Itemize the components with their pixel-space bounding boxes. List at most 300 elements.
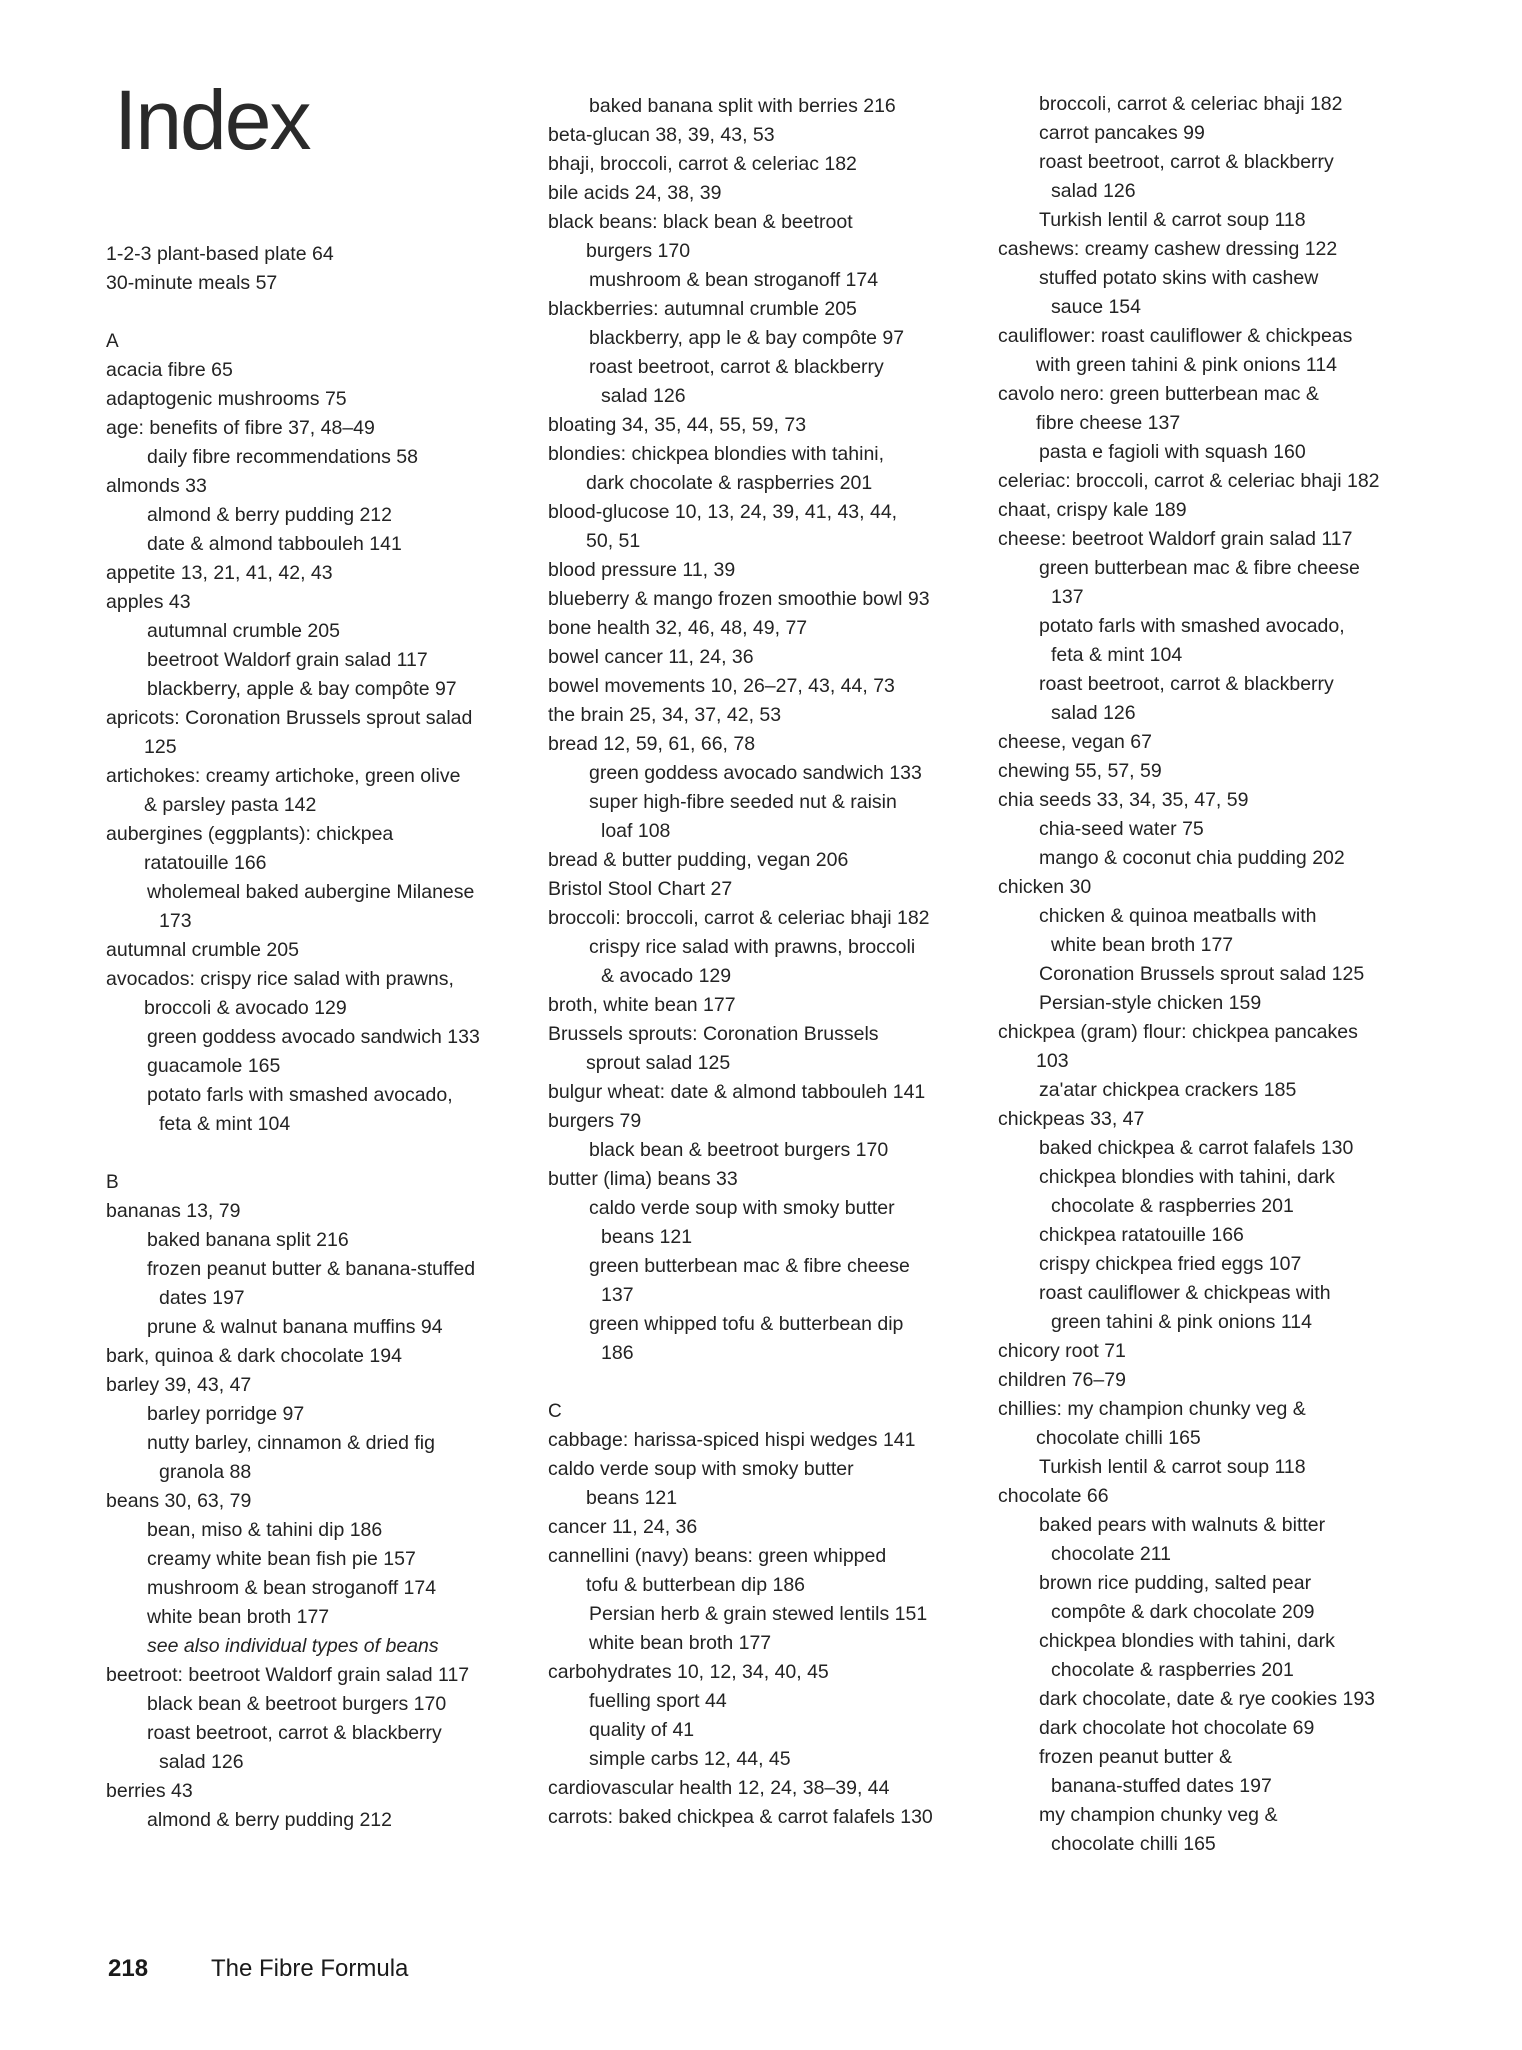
index-entry (998, 525, 1438, 554)
entry-line: sauce 154 (1051, 296, 1141, 318)
page-number: 218 (108, 1955, 149, 1982)
entry-line: autumnal crumble 205 (147, 620, 340, 642)
entry-line: caldo verde soup with smoky butter (548, 1458, 854, 1480)
index-subentry (548, 1252, 988, 1310)
index-subentry (548, 1600, 988, 1629)
index-subentry (998, 148, 1438, 206)
entry-line: beans 121 (601, 1226, 693, 1248)
entry-line: white bean broth 177 (147, 1606, 330, 1628)
index-entry (106, 762, 546, 820)
entry-line: baked pears with walnuts & bitter (1039, 1514, 1326, 1536)
index-subentry (998, 90, 1438, 119)
entry-line: green goddess avocado sandwich 133 (589, 762, 922, 784)
index-entry (106, 269, 546, 298)
entry-line: blood-glucose 10, 13, 24, 39, 41, 43, 44, (548, 501, 898, 523)
index-entry (106, 1197, 546, 1226)
entry-line: baked chickpea & carrot falafels 130 (1039, 1137, 1354, 1159)
entry-line: cavolo nero: green butterbean mac & (998, 383, 1319, 405)
index-subentry (998, 1743, 1438, 1801)
index-column-middle (548, 92, 988, 1832)
index-subentry (548, 92, 988, 121)
entry-line: daily fibre recommendations 58 (147, 446, 418, 468)
index-entry (548, 846, 988, 875)
index-entry (998, 496, 1438, 525)
index-subentry (998, 1801, 1438, 1859)
index-entry (998, 786, 1438, 815)
entry-line: salad 126 (1051, 702, 1136, 724)
index-subentry (548, 1136, 988, 1165)
index-subentry (106, 1806, 546, 1835)
entry-line: 173 (159, 910, 192, 932)
entry-line: chocolate 211 (1051, 1543, 1171, 1565)
index-entry (548, 411, 988, 440)
index-subentry (998, 206, 1438, 235)
index-entry (106, 1661, 546, 1690)
entry-line: with green tahini & pink onions 114 (1036, 354, 1338, 376)
index-entry (998, 757, 1438, 786)
entry-line: age: benefits of fibre 37, 48–49 (106, 417, 375, 439)
entry-line: carbohydrates 10, 12, 34, 40, 45 (548, 1661, 829, 1683)
entry-line: chickpea ratatouille 166 (1039, 1224, 1244, 1246)
index-entry (106, 1487, 546, 1516)
index-entry (106, 472, 546, 501)
entry-line: beetroot: beetroot Waldorf grain salad 117 (106, 1664, 470, 1686)
index-subentry (548, 1629, 988, 1658)
entry-line: guacamole 165 (147, 1055, 281, 1077)
index-entry (548, 1078, 988, 1107)
entry-line: chaat, crispy kale 189 (998, 499, 1187, 521)
entry-line: salad 126 (1051, 180, 1136, 202)
entry-line: tofu & butterbean dip 186 (586, 1574, 806, 1596)
index-subentry (548, 266, 988, 295)
index-entry (548, 295, 988, 324)
entry-line: chocolate & raspberries 201 (1051, 1659, 1294, 1681)
index-entry (548, 208, 988, 266)
entry-line: black beans: black bean & beetroot (548, 211, 853, 233)
index-subentry (998, 554, 1438, 612)
index-subentry (548, 788, 988, 846)
entry-line: Turkish lentil & carrot soup 118 (1039, 209, 1306, 231)
entry-line: salad 126 (159, 1751, 244, 1773)
entry-line: salad 126 (601, 385, 686, 407)
entry-line: almond & berry pudding 212 (147, 504, 392, 526)
entry-line: 103 (1036, 1050, 1069, 1072)
entry-line: chickpea blondies with tahini, dark (1039, 1630, 1335, 1652)
index-subentry (548, 1687, 988, 1716)
entry-line: beetroot Waldorf grain salad 117 (147, 649, 428, 671)
entry-line: 30-minute meals 57 (106, 272, 278, 294)
index-entry (548, 614, 988, 643)
index-subentry (998, 902, 1438, 960)
entry-line: roast cauliflower & chickpeas with (1039, 1282, 1331, 1304)
index-column-right (998, 90, 1438, 1859)
index-entry (998, 322, 1438, 380)
index-entry (106, 936, 546, 965)
index-entry (548, 730, 988, 759)
entry-line: white bean broth 177 (589, 1632, 772, 1654)
entry-line: baked banana split with berries 216 (589, 95, 896, 117)
index-entry (998, 873, 1438, 902)
entry-line: bowel movements 10, 26–27, 43, 44, 73 (548, 675, 895, 697)
index-entry (548, 150, 988, 179)
index-subentry (998, 1221, 1438, 1250)
index-subentry (106, 501, 546, 530)
index-subentry (106, 1632, 546, 1661)
entry-line: cabbage: harissa-spiced hispi wedges 141 (548, 1429, 916, 1451)
index-subentry (106, 1255, 546, 1313)
entry-line: cheese, vegan 67 (998, 731, 1152, 753)
entry-line: Turkish lentil & carrot soup 118 (1039, 1456, 1306, 1478)
entry-line: ratatouille 166 (144, 852, 267, 874)
entry-line: barley porridge 97 (147, 1403, 305, 1425)
entry-line: apples 43 (106, 591, 191, 613)
entry-line: bowel cancer 11, 24, 36 (548, 646, 754, 668)
entry-line: caldo verde soup with smoky butter (589, 1197, 895, 1219)
entry-line: the brain 25, 34, 37, 42, 53 (548, 704, 782, 726)
index-entry (548, 904, 988, 933)
index-subentry (998, 1076, 1438, 1105)
section-letter (106, 1168, 546, 1197)
entry-line: chocolate chilli 165 (1036, 1427, 1201, 1449)
entry-line: baked banana split 216 (147, 1229, 349, 1251)
entry-line: cardiovascular health 12, 24, 38–39, 44 (548, 1777, 890, 1799)
index-subentry (106, 1603, 546, 1632)
index-subentry (548, 353, 988, 411)
entry-line: roast beetroot, carrot & blackberry (147, 1722, 442, 1744)
entry-line: green butterbean mac & fibre cheese (589, 1255, 910, 1277)
entry-line: black bean & beetroot burgers 170 (589, 1139, 889, 1161)
entry-line: blood pressure 11, 39 (548, 559, 736, 581)
index-subentry (548, 1745, 988, 1774)
section-letter (106, 327, 546, 356)
entry-line: green goddess avocado sandwich 133 (147, 1026, 480, 1048)
entry-line: blackberry, app le & bay compôte 97 (589, 327, 905, 349)
index-entry (548, 875, 988, 904)
index-entry (998, 235, 1438, 264)
entry-line: dates 197 (159, 1287, 245, 1309)
entry-line: nutty barley, cinnamon & dried fig (147, 1432, 435, 1454)
entry-line: green whipped tofu & butterbean dip (589, 1313, 904, 1335)
entry-line: chicory root 71 (998, 1340, 1126, 1362)
index-entry (548, 1542, 988, 1600)
entry-line: aubergines (eggplants): chickpea (106, 823, 394, 845)
entry-line: roast beetroot, carrot & blackberry (1039, 151, 1334, 173)
entry-line: blondies: chickpea blondies with tahini, (548, 443, 885, 465)
index-subentry (106, 646, 546, 675)
index-entry (106, 1371, 546, 1400)
entry-line: cashews: creamy cashew dressing 122 (998, 238, 1338, 260)
entry-line: dark chocolate, date & rye cookies 193 (1039, 1688, 1376, 1710)
index-entry (548, 1426, 988, 1455)
entry-line: chocolate chilli 165 (1051, 1833, 1216, 1855)
entry-line: frozen peanut butter & (1039, 1746, 1232, 1768)
entry-line: bhaji, broccoli, carrot & celeriac 182 (548, 153, 857, 175)
entry-line: bile acids 24, 38, 39 (548, 182, 722, 204)
entry-line: broth, white bean 177 (548, 994, 736, 1016)
entry-line: see also individual types of beans (147, 1635, 439, 1657)
index-subentry (106, 1052, 546, 1081)
entry-line: Brussels sprouts: Coronation Brussels (548, 1023, 879, 1045)
index-entry (998, 1395, 1438, 1453)
index-subentry (106, 1545, 546, 1574)
index-subentry (998, 960, 1438, 989)
entry-line: sprout salad 125 (586, 1052, 731, 1074)
entry-line: broccoli: broccoli, carrot & celeriac bhaji 182 (548, 907, 930, 929)
page-title: Index (114, 73, 310, 167)
index-subentry (106, 1690, 546, 1719)
entry-line: crispy rice salad with prawns, broccoli (589, 936, 916, 958)
index-subentry (998, 1685, 1438, 1714)
entry-line: potato farls with smashed avocado, (147, 1084, 453, 1106)
index-subentry (998, 1163, 1438, 1221)
entry-line: bloating 34, 35, 44, 55, 59, 73 (548, 414, 807, 436)
index-subentry (106, 1313, 546, 1342)
index-entry (998, 467, 1438, 496)
index-subentry (106, 1081, 546, 1139)
index-subentry (106, 1429, 546, 1487)
entry-line: fibre cheese 137 (1036, 412, 1181, 434)
index-entry (998, 728, 1438, 757)
index-entry (548, 991, 988, 1020)
entry-line: acacia fibre 65 (106, 359, 233, 381)
entry-line: broccoli, carrot & celeriac bhaji 182 (1039, 93, 1343, 115)
entry-line: black bean & beetroot burgers 170 (147, 1693, 447, 1715)
index-entry (106, 820, 546, 878)
entry-line: & parsley pasta 142 (144, 794, 317, 816)
entry-line: berries 43 (106, 1780, 193, 1802)
entry-line: beta-glucan 38, 39, 43, 53 (548, 124, 775, 146)
entry-line: chia-seed water 75 (1039, 818, 1204, 840)
index-entry (548, 643, 988, 672)
index-subentry (998, 1453, 1438, 1482)
entry-line: 125 (144, 736, 177, 758)
entry-line: chewing 55, 57, 59 (998, 760, 1162, 782)
entry-line: dark chocolate & raspberries 201 (586, 472, 873, 494)
entry-line: avocados: crispy rice salad with prawns, (106, 968, 454, 990)
entry-line: chicken & quinoa meatballs with (1039, 905, 1317, 927)
entry-line: Bristol Stool Chart 27 (548, 878, 733, 900)
index-entry (998, 1366, 1438, 1395)
index-entry (548, 701, 988, 730)
index-subentry (998, 1627, 1438, 1685)
entry-line: chicken 30 (998, 876, 1092, 898)
index-subentry (106, 1516, 546, 1545)
entry-line: Persian herb & grain stewed lentils 151 (589, 1603, 928, 1625)
index-entry (548, 672, 988, 701)
index-subentry (106, 530, 546, 559)
entry-line: bread 12, 59, 61, 66, 78 (548, 733, 756, 755)
index-entry (106, 414, 546, 443)
entry-line: barley 39, 43, 47 (106, 1374, 252, 1396)
index-subentry (998, 1250, 1438, 1279)
entry-line: apricots: Coronation Brussels sprout salad (106, 707, 473, 729)
entry-line: feta & mint 104 (1051, 644, 1183, 666)
entry-line: blueberry & mango frozen smoothie bowl 93 (548, 588, 930, 610)
entry-line: potato farls with smashed avocado, (1039, 615, 1345, 637)
entry-line: broccoli & avocado 129 (144, 997, 347, 1019)
index-subentry (548, 1194, 988, 1252)
entry-line: granola 88 (159, 1461, 252, 1483)
index-entry (548, 1513, 988, 1542)
entry-line: compôte & dark chocolate 209 (1051, 1601, 1315, 1623)
index-subentry (548, 1310, 988, 1368)
index-subentry (548, 933, 988, 991)
entry-line: celeriac: broccoli, carrot & celeriac bhaji 182 (998, 470, 1380, 492)
index-entry (548, 179, 988, 208)
running-title: The Fibre Formula (211, 1955, 409, 1982)
index-entry (548, 1020, 988, 1078)
entry-line: bread & butter pudding, vegan 206 (548, 849, 849, 871)
index-entry (548, 1455, 988, 1513)
index-subentry (998, 989, 1438, 1018)
entry-line: blackberries: autumnal crumble 205 (548, 298, 857, 320)
entry-line: mushroom & bean stroganoff 174 (147, 1577, 437, 1599)
entry-line: Coronation Brussels sprout salad 125 (1039, 963, 1365, 985)
entry-line: pasta e fagioli with squash 160 (1039, 441, 1306, 463)
index-subentry (998, 670, 1438, 728)
entry-line: 1-2-3 plant-based plate 64 (106, 243, 334, 265)
entry-line: almonds 33 (106, 475, 207, 497)
index-entry (106, 965, 546, 1023)
entry-line: & avocado 129 (601, 965, 732, 987)
index-subentry (106, 675, 546, 704)
entry-line: carrot pancakes 99 (1039, 122, 1205, 144)
index-subentry (548, 324, 988, 353)
entry-line: burgers 79 (548, 1110, 642, 1132)
index-entry (548, 498, 988, 556)
index-entry (106, 704, 546, 762)
entry-line: artichokes: creamy artichoke, green olive (106, 765, 461, 787)
index-entry (106, 385, 546, 414)
entry-line: chia seeds 33, 34, 35, 47, 59 (998, 789, 1249, 811)
entry-line: bean, miso & tahini dip 186 (147, 1519, 383, 1541)
entry-line: bark, quinoa & dark chocolate 194 (106, 1345, 402, 1367)
entry-line: super high-fibre seeded nut & raisin (589, 791, 897, 813)
entry-line: za'atar chickpea crackers 185 (1039, 1079, 1297, 1101)
index-entry (548, 585, 988, 614)
entry-line: brown rice pudding, salted pear (1039, 1572, 1312, 1594)
index-subentry (998, 1569, 1438, 1627)
index-entry (998, 380, 1438, 438)
entry-line: burgers 170 (586, 240, 691, 262)
index-subentry (998, 119, 1438, 148)
entry-line: butter (lima) beans 33 (548, 1168, 738, 1190)
entry-line: roast beetroot, carrot & blackberry (589, 356, 884, 378)
index-entry (548, 1774, 988, 1803)
entry-line: my champion chunky veg & (1039, 1804, 1278, 1826)
index-entry (548, 1165, 988, 1194)
index-entry (106, 240, 546, 269)
entry-line: A (106, 331, 119, 352)
index-entry (106, 1777, 546, 1806)
entry-line: cauliflower: roast cauliflower & chickpeas (998, 325, 1353, 347)
entry-line: mushroom & bean stroganoff 174 (589, 269, 879, 291)
index-subentry (998, 612, 1438, 670)
entry-line: green tahini & pink onions 114 (1051, 1311, 1312, 1333)
entry-line: 137 (1051, 586, 1084, 608)
index-entry (998, 1018, 1438, 1076)
entry-line: adaptogenic mushrooms 75 (106, 388, 347, 410)
index-subentry (106, 1574, 546, 1603)
index-entry (998, 1337, 1438, 1366)
entry-line: mango & coconut chia pudding 202 (1039, 847, 1345, 869)
entry-line: B (106, 1172, 119, 1193)
entry-line: wholemeal baked aubergine Milanese (147, 881, 475, 903)
entry-line: loaf 108 (601, 820, 671, 842)
entry-line: chickpea (gram) flour: chickpea pancakes (998, 1021, 1358, 1043)
entry-line: chocolate & raspberries 201 (1051, 1195, 1294, 1217)
index-subentry (998, 1714, 1438, 1743)
entry-line: white bean broth 177 (1051, 934, 1234, 956)
index-entry (106, 588, 546, 617)
entry-line: children 76–79 (998, 1369, 1126, 1391)
entry-line: chickpeas 33, 47 (998, 1108, 1145, 1130)
index-entry (998, 1482, 1438, 1511)
entry-line: roast beetroot, carrot & blackberry (1039, 673, 1334, 695)
index-subentry (106, 617, 546, 646)
entry-line: almond & berry pudding 212 (147, 1809, 392, 1831)
index-subentry (106, 443, 546, 472)
index-entry (548, 1803, 988, 1832)
index-entry (548, 121, 988, 150)
index-entry (548, 440, 988, 498)
index-subentry (998, 1134, 1438, 1163)
entry-line: banana-stuffed dates 197 (1051, 1775, 1272, 1797)
entry-line: appetite 13, 21, 41, 42, 43 (106, 562, 333, 584)
entry-line: feta & mint 104 (159, 1113, 291, 1135)
entry-line: creamy white bean fish pie 157 (147, 1548, 416, 1570)
index-subentry (106, 1400, 546, 1429)
entry-line: beans 121 (586, 1487, 678, 1509)
entry-line: stuffed potato skins with cashew (1039, 267, 1319, 289)
entry-line: green butterbean mac & fibre cheese (1039, 557, 1360, 579)
index-subentry (106, 1023, 546, 1052)
entry-line: quality of 41 (589, 1719, 695, 1741)
entry-line: 137 (601, 1284, 634, 1306)
entry-line: dark chocolate hot chocolate 69 (1039, 1717, 1315, 1739)
entry-line: chocolate 66 (998, 1485, 1109, 1507)
entry-line: chickpea blondies with tahini, dark (1039, 1166, 1335, 1188)
index-subentry (548, 759, 988, 788)
entry-line: simple carbs 12, 44, 45 (589, 1748, 791, 1770)
entry-line: beans 30, 63, 79 (106, 1490, 252, 1512)
entry-line: prune & walnut banana muffins 94 (147, 1316, 443, 1338)
index-subentry (106, 1226, 546, 1255)
index-subentry (106, 1719, 546, 1777)
index-entry (106, 356, 546, 385)
index-subentry (998, 1279, 1438, 1337)
index-subentry (106, 878, 546, 936)
index-column-left (106, 240, 546, 1835)
index-entry (106, 559, 546, 588)
entry-line: crispy chickpea fried eggs 107 (1039, 1253, 1302, 1275)
index-entry (548, 556, 988, 585)
entry-line: date & almond tabbouleh 141 (147, 533, 402, 555)
entry-line: bone health 32, 46, 48, 49, 77 (548, 617, 808, 639)
index-entry (548, 1658, 988, 1687)
entry-line: 50, 51 (586, 530, 641, 552)
entry-line: 186 (601, 1342, 634, 1364)
entry-line: chillies: my champion chunky veg & (998, 1398, 1306, 1420)
index-subentry (998, 1511, 1438, 1569)
entry-line: frozen peanut butter & banana-stuffed (147, 1258, 476, 1280)
entry-line: cannellini (navy) beans: green whipped (548, 1545, 887, 1567)
index-subentry (998, 844, 1438, 873)
entry-line: bananas 13, 79 (106, 1200, 241, 1222)
entry-line: autumnal crumble 205 (106, 939, 299, 961)
entry-line: C (548, 1401, 562, 1422)
entry-line: blackberry, apple & bay compôte 97 (147, 678, 457, 700)
